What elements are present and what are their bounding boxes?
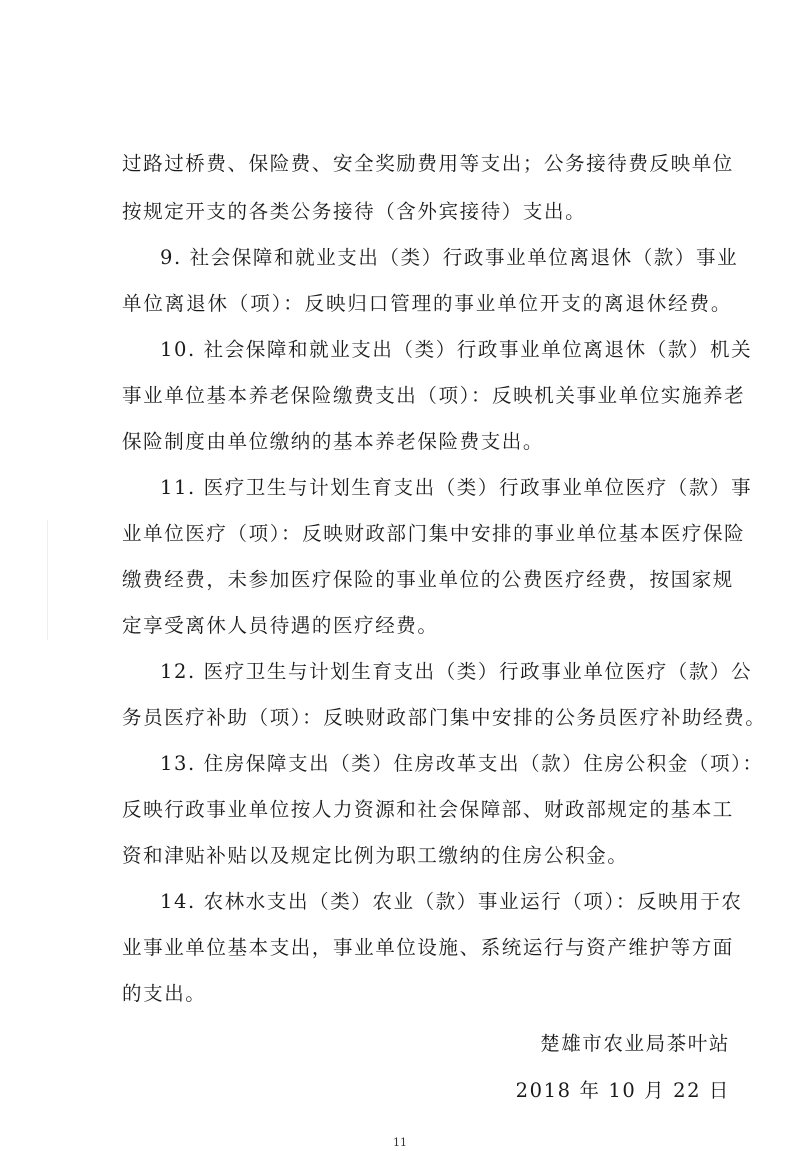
paragraph-line: 务员医疗补助（项）：反映财政部门集中安排的公务员医疗补助经费。 [122,706,767,729]
signature-date: 2018 年 10 月 22 日 [515,1079,730,1102]
paragraph-line: 过路过桥费、保险费、安全奖励费用等支出；公务接待费反映单位 [122,152,734,175]
paragraph-line: 资和津贴补贴以及规定比例为职工缴纳的住房公积金。 [122,844,629,867]
paragraph-line: 保险制度由单位缴纳的基本养老保险费支出。 [122,430,545,453]
paragraph-item-9-line: 9. 社会保障和就业支出（类）行政事业单位离退休（款）事业 [160,246,739,269]
paragraph-line: 定享受离休人员待遇的医疗经费。 [122,614,439,637]
paragraph-line: 业事业单位基本支出，事业单位设施、系统运行与资产维护等方面 [122,936,734,959]
paragraph-line: 的支出。 [122,982,207,1005]
paragraph-item-13-line: 13. 住房保障支出（类）住房改革支出（款）住房公积金（项）： [160,752,764,775]
signature-organization: 楚雄市农业局茶叶站 [540,1032,730,1055]
paragraph-item-10-line: 10. 社会保障和就业支出（类）行政事业单位离退休（款）机关 [160,338,753,361]
page-number: 11 [393,1136,407,1149]
paragraph-line: 事业单位基本养老保险缴费支出（项）：反映机关事业单位实施养老 [122,384,746,407]
paragraph-line: 按规定开支的各类公务接待（含外宾接待）支出。 [122,200,587,223]
paragraph-line: 单位离退休（项）：反映归口管理的事业单位开支的离退休经费。 [122,292,732,315]
paragraph-item-11-line: 11. 医疗卫生与计划生育支出（类）行政事业单位医疗（款）事 [160,476,753,499]
paragraph-line: 缴费经费，未参加医疗保险的事业单位的公费医疗经费，按国家规 [122,568,734,591]
scan-artifact-line [47,520,48,640]
paragraph-item-14-line: 14. 农林水支出（类）农业（款）事业运行（项）：反映用于农 [160,890,743,913]
paragraph-line: 反映行政事业单位按人力资源和社会保障部、财政部规定的基本工 [122,798,734,821]
paragraph-item-12-line: 12. 医疗卫生与计划生育支出（类）行政事业单位医疗（款）公 [160,660,753,683]
paragraph-line: 业单位医疗（项）：反映财政部门集中安排的事业单位基本医疗保险 [122,522,746,545]
